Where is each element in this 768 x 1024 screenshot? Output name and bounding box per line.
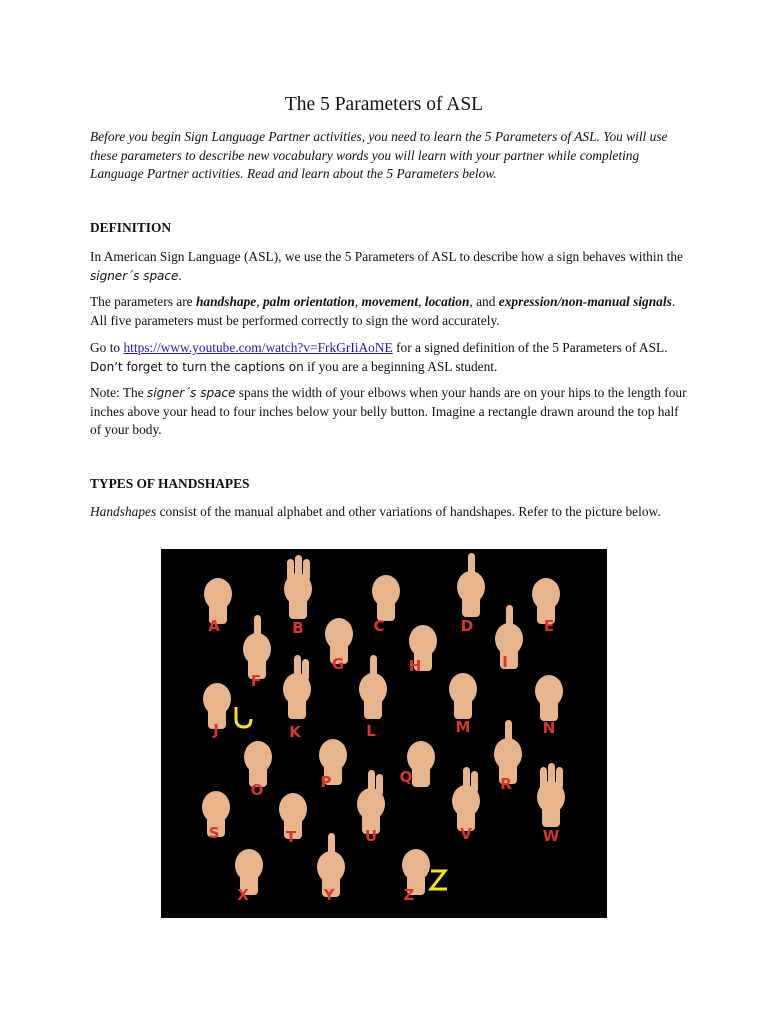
letter-label-s: S (208, 824, 220, 842)
letter-label-f: F (250, 672, 262, 690)
intro-paragraph: Before you begin Sign Language Partner activities, you need to learn the 5 Parameters of ASL. You will use these parameters to describe new vocabulary words you will learn with your partner while completing Language Partner activities. Read and learn about the 5 Parameters below. (90, 129, 668, 181)
hand-finger (368, 770, 375, 796)
handshape-k (283, 655, 311, 741)
hand-finger (302, 659, 309, 681)
letter-label-d: D (460, 617, 474, 635)
handshape-c (372, 575, 400, 635)
hand-finger (556, 767, 563, 789)
hand-finger (370, 655, 377, 681)
letter-label-v: V (460, 825, 472, 843)
hand-finger (294, 655, 301, 681)
letter-label-x: X (237, 886, 249, 904)
handshape-p (319, 739, 347, 791)
handshape-h (409, 625, 437, 675)
hand-finger (376, 774, 383, 796)
letter-label-h: H (408, 657, 422, 675)
handshapes-paragraph (90, 503, 690, 522)
text-run: , (418, 294, 425, 309)
letter-label-u: U (364, 827, 378, 845)
hand-palm (532, 578, 560, 610)
text-run: . (178, 267, 182, 283)
letter-label-k: K (289, 723, 301, 741)
letter-label-j: J (213, 721, 219, 739)
manual-alphabet-figure (161, 549, 607, 918)
signers-space-term: signer´s space (90, 268, 179, 283)
term-handshapes: Handshapes (90, 504, 157, 519)
handshape-x (235, 849, 263, 904)
hand-palm (235, 849, 263, 881)
letter-label-a: A (208, 617, 220, 635)
handshape-m (449, 673, 477, 736)
text-run: , (354, 294, 362, 309)
letter-label-l: L (366, 722, 376, 740)
hand-finger (540, 767, 547, 789)
term-handshape: handshape (195, 294, 257, 309)
letter-label-t: T (285, 828, 297, 846)
text-run: , (256, 294, 263, 309)
hand-finger (287, 559, 294, 581)
j-movement-arrow (236, 707, 251, 727)
hand-finger (295, 555, 302, 581)
handshape-e (532, 578, 560, 635)
text-run: if you are a beginning ASL student. (303, 358, 498, 374)
text-run: spans the width of your elbows when your hands are on your hips to the length four inches above your head to four inches below your belly button. Imagine a rectangle drawn around the top half of your body. (90, 385, 687, 437)
definition-paragraph-2 (90, 293, 690, 330)
page-title: The 5 Parameters of ASL (284, 94, 484, 115)
letter-label-g: G (331, 655, 345, 673)
letter-label-e: E (543, 617, 555, 635)
captions-note: Don’t forget to turn the captions on (90, 359, 304, 374)
text-run: for a signed definition of the 5 Parameters of ASL. (392, 340, 668, 355)
handshapes-heading: TYPES OF HANDSHAPES (90, 476, 250, 491)
hand-palm (204, 578, 232, 610)
term-movement: movement (361, 294, 419, 309)
hand-finger (303, 559, 310, 581)
text-run: , and (469, 294, 499, 309)
term-expression: expression/non-manual signals (498, 294, 672, 309)
definition-paragraph-1 (90, 248, 690, 285)
hand-palm (202, 791, 230, 823)
term-location: location (424, 294, 470, 309)
handshape-z (402, 849, 430, 904)
text-run: consist of the manual alphabet and other variations of handshapes. Refer to the picture below. (156, 504, 661, 519)
hand-finger (506, 605, 513, 631)
hand-palm (325, 618, 353, 650)
letter-label-i: I (502, 653, 508, 671)
hand-palm (449, 673, 477, 705)
letter-label-p: P (320, 773, 332, 791)
handshape-b (284, 555, 312, 637)
text-run: Go to (90, 340, 124, 355)
letter-label-o: O (250, 781, 264, 799)
hand-finger (505, 720, 512, 746)
hand-finger (471, 771, 478, 793)
definition-heading: DEFINITION (90, 220, 172, 235)
hand-palm (402, 849, 430, 881)
hand-palm (535, 675, 563, 707)
term-palm-orientation: palm orientation (262, 294, 355, 309)
handshape-j (203, 683, 231, 739)
definition-paragraph-4 (90, 384, 690, 440)
hand-finger (548, 763, 555, 789)
handshape-g (325, 618, 353, 673)
letter-label-r: R (500, 775, 512, 793)
hand-finger (328, 833, 335, 859)
hand-palm (203, 683, 231, 715)
handshape-o (244, 741, 272, 799)
handshape-w (537, 763, 565, 845)
handshape-n (535, 675, 563, 737)
hand-finger (254, 615, 261, 641)
handshape-f (243, 615, 271, 690)
manual-alphabet-chart (161, 549, 607, 918)
text-run: In American Sign Language (ASL), we use the 5 Parameters of ASL to describe how a sign behaves within the (90, 249, 684, 264)
youtube-link[interactable]: https://www.youtube.com/watch?v=FrkGrIiAoNE (123, 340, 393, 355)
letter-label-y: Y (323, 886, 335, 904)
handshape-d (457, 553, 485, 635)
hand-palm (372, 575, 400, 607)
signers-space-term: signer´s space (147, 386, 236, 400)
text-run: Note: The (90, 385, 148, 400)
handshape-y (317, 833, 345, 904)
handshape-v (452, 767, 480, 843)
letter-label-b: B (292, 619, 304, 637)
handshape-t (279, 793, 307, 846)
letter-label-q: Q (399, 768, 413, 786)
hand-finger (468, 553, 475, 579)
hand-finger (463, 767, 470, 793)
handshape-l (359, 655, 387, 740)
hand-palm (244, 741, 272, 773)
text-run: The parameters are (90, 294, 196, 309)
handshape-r (494, 720, 522, 793)
letter-label-m: M (455, 718, 471, 736)
handshape-u (357, 770, 385, 845)
letter-label-z: Z (403, 886, 415, 904)
text-run: . All five parameters must be performed correctly to sign the word accurately. (90, 294, 676, 328)
handshape-s (202, 791, 230, 842)
hand-palm (409, 625, 437, 657)
hand-palm (279, 793, 307, 825)
letter-label-c: C (373, 617, 385, 635)
handshape-q (400, 741, 435, 787)
letter-label-w: W (542, 827, 560, 845)
handshape-a (204, 578, 232, 635)
hand-palm (319, 739, 347, 771)
handshape-i (495, 605, 523, 671)
letter-label-n: N (542, 719, 556, 737)
definition-paragraph-3 (90, 339, 690, 376)
z-movement-arrow (431, 871, 447, 889)
